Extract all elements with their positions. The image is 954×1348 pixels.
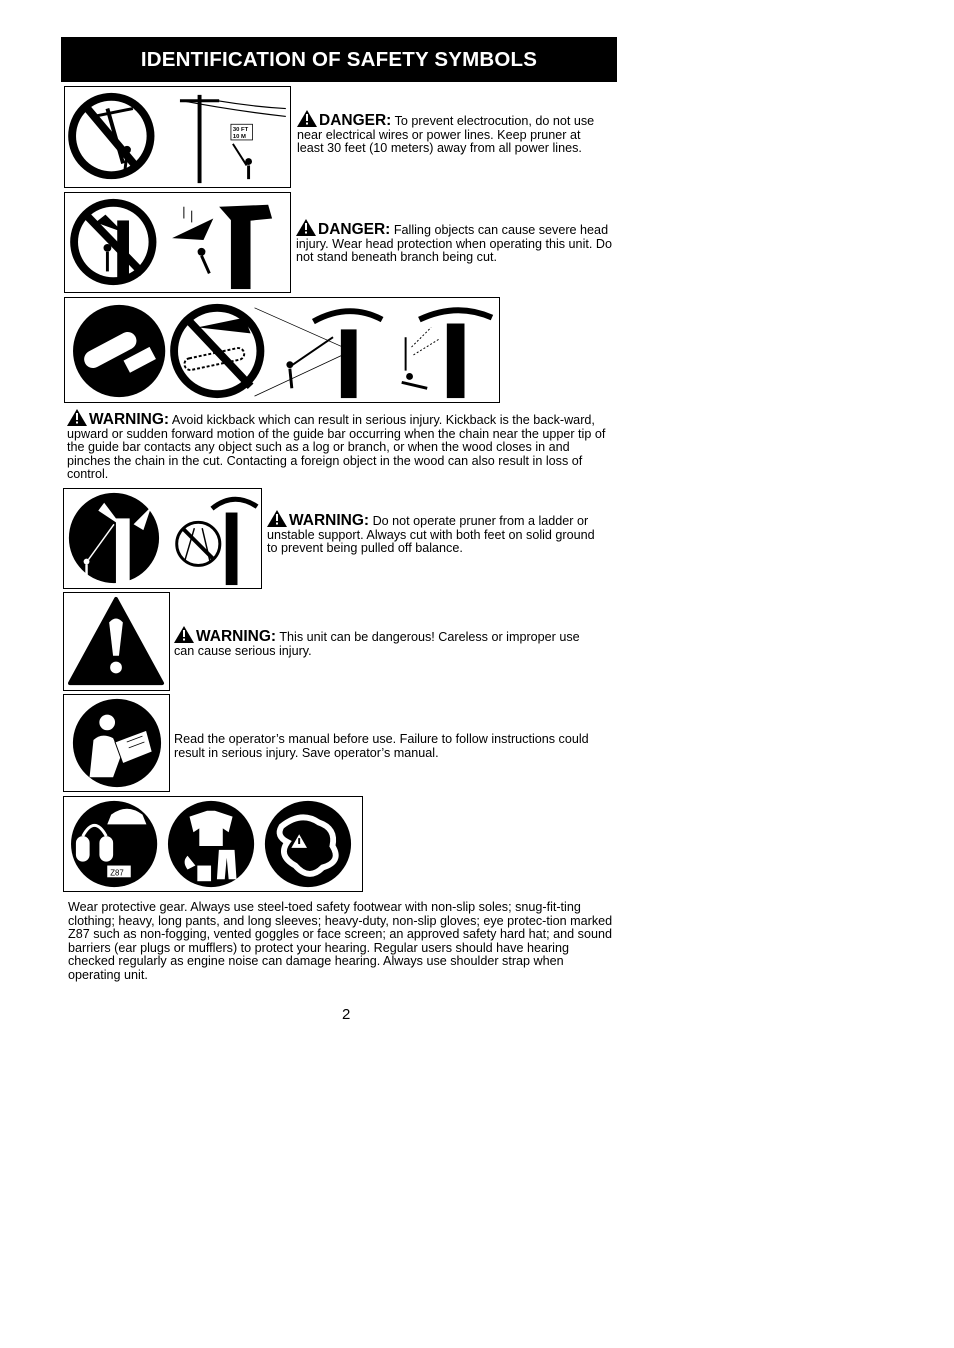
- electrocution-pictogram: [64, 86, 291, 188]
- z87-label: Z87: [110, 868, 124, 878]
- read-manual-pictogram: [63, 694, 170, 792]
- warning-triangle-icon: [267, 510, 287, 527]
- read-manual-icon: [64, 695, 169, 791]
- kickback-icon: [65, 298, 499, 402]
- warning-label: WARNING:: [196, 628, 277, 645]
- page-title: IDENTIFICATION OF SAFETY SYMBOLS: [61, 37, 617, 82]
- protective-gear-pictogram: [63, 796, 363, 892]
- electrocution-body: To prevent electrocution, do not use near electrical wires or power lines. Keep pruner at least 30 feet (10 meters) away from all power lines.: [297, 114, 595, 156]
- warning-triangle-icon: [297, 110, 317, 127]
- safety-alert-icon: [64, 593, 169, 690]
- ladder-pictogram: [63, 488, 262, 589]
- ladder-icon: [64, 489, 261, 588]
- warning-label: WARNING:: [289, 512, 370, 529]
- falling-body: Falling objects can cause severe head injury. Wear head protection when operating this unit. Do not stand beneath branch being cut.: [296, 223, 612, 265]
- kickback-warning-text: [67, 409, 612, 482]
- danger-label: DANGER:: [318, 221, 391, 238]
- warning-triangle-icon: [296, 219, 316, 236]
- dangerous-body: This unit can be dangerous! Careless or improper use can cause serious injury.: [174, 630, 580, 658]
- warning-triangle-icon: [174, 626, 194, 643]
- distance-sign-meters: 10 M: [232, 133, 246, 140]
- falling-objects-icon: [65, 193, 290, 292]
- ladder-warning-text: [267, 510, 607, 556]
- electrocution-danger-text: [297, 110, 602, 156]
- protective-gear-icon: [64, 797, 362, 891]
- falling-objects-pictogram: [64, 192, 291, 293]
- distance-sign-feet: 30 FT: [232, 127, 249, 134]
- manual-body: Read the operator’s manual before use. Failure to follow instructions could result in serious injury. Save operator’s manual.: [174, 732, 589, 760]
- falling-danger-text: [296, 219, 612, 265]
- manual-text: [174, 733, 594, 760]
- dangerous-warning-text: [174, 626, 594, 658]
- safety-alert-pictogram: [63, 592, 170, 691]
- warning-label: WARNING:: [89, 411, 170, 428]
- ladder-body: Do not operate pruner from a ladder or unstable support. Always cut with both feet on solid ground to prevent being pulled off balance.: [267, 514, 595, 556]
- kickback-pictogram: [64, 297, 500, 403]
- kickback-body: Avoid kickback which can result in serious injury. Kickback is the back-ward, upward or sudden forward motion of the guide bar occurring when the chain near the upper tip of the guide bar contacts any object such as a log or branch, or when the wood closes in and pinches the chain in the cut. Contacting a foreign object in the wood can also result in loss of control.: [67, 413, 606, 482]
- protective-gear-text: [68, 901, 613, 983]
- electrocution-icon: [65, 87, 290, 187]
- danger-label: DANGER:: [319, 112, 392, 129]
- warning-triangle-icon: [67, 409, 87, 426]
- gear-body: Wear protective gear. Always use steel-toed safety footwear with non-slip soles; snug-fit-ting clothing; heavy, long pants, and long sleeves; heavy-duty, non-slip gloves; eye protec-tion marked Z87 such as non-fogging, vented goggles or face screen; an approved safety hard hat; and sound barriers (ear plugs or mufflers) to protect your hearing. Regular users should have hearing checked regularly as engine noise can damage hearing. Always use shoulder strap when operating unit.: [68, 900, 613, 982]
- page-number: 2: [342, 1006, 351, 1023]
